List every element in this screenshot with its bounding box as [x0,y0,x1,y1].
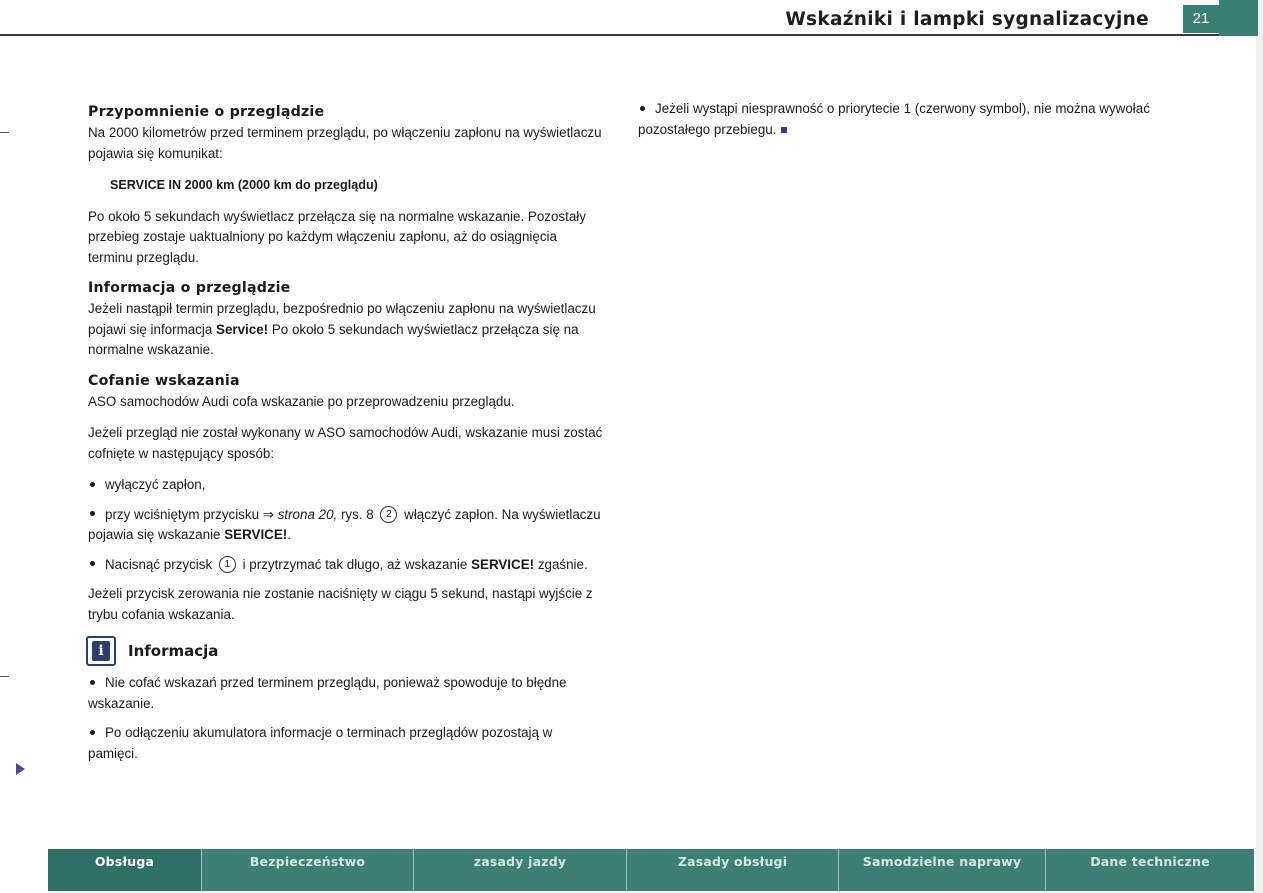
section-heading: Cofanie wskazania [88,372,240,389]
info-box-header [86,636,603,666]
paragraph: Po około 5 sekundach wyświetlacz przełącza się na normalne wskazanie. Pozostały przebieg zostaje uaktualniony po każdym włączeniu zapłonu, aż do osiągnięcia terminu przeglądu. [88,208,586,265]
end-of-section-icon [781,127,787,133]
paragraph: ASO samochodów Audi cofa wskazanie po przeprowadzeniu przeglądu. [88,393,515,409]
footer-tab-zasady-obslugi[interactable]: Zasady obsługi [627,849,839,891]
footer-nav [48,849,1254,891]
section-heading: Informacja o przeglądzie [88,280,291,296]
list-item: przy wciśniętym przycisku ⇒ strona 20, rys. 8 2 włączyć zapłon. Na wyświetlaczu pojawia się wskazanie SERVICE!. [88,506,601,542]
button-1-icon: 1 [219,556,236,573]
button-2-icon: 2 [380,506,397,523]
footer-tab-dane-techniczne[interactable]: Dane techniczne [1090,854,1210,869]
list-item: Jeżeli wystąpi niesprawność o priorytecie 1 (czerwony symbol), nie można wywołać pozostałego przebiegu. [638,101,1150,137]
bullet-icon [90,561,95,566]
service-message: SERVICE IN 2000 km (2000 km do przeglądu) [110,178,378,192]
list-item: wyłączyć zapłon, [88,475,603,496]
list-item: Po odłączeniu akumulatora informacje o terminach przeglądów pozostają w pamięci. [88,725,553,761]
section-heading: Przypomnienie o przeglądzie [88,104,325,120]
play-marker-icon [16,763,25,775]
list-item: Nacisnąć przycisk 1 i przytrzymać tak długo, aż wskazanie SERVICE! zgaśnie. [88,555,603,576]
footer-tab-zasady-jazdy[interactable]: zasady jazdy [414,849,627,891]
margin-mark [0,676,9,677]
footer-tab-bezpieczenstwo[interactable]: Bezpieczeństwo [202,849,414,891]
footer-tab-obsluga[interactable]: Obsługa [48,849,202,891]
bullet-icon [90,680,95,685]
info-box-title: Informacja [128,641,219,660]
paragraph: Jeżeli nastąpił termin przeglądu, bezpośrednio po włączeniu zapłonu na wyświetlaczu pojawi się informacja Service! Po około 5 sekundach wyświetlacz przełącza się na normalne wskazanie. [88,301,596,357]
bullet-icon [640,106,645,111]
footer-tab-samodzielne-naprawy[interactable]: Samodzielne naprawy [839,849,1046,891]
header-divider [0,34,1258,36]
margin-mark [0,132,9,133]
paragraph: Jeżeli przycisk zerowania nie zostanie naciśnięty w ciągu 5 sekund, nastąpi wyjście z trybu cofania wskazania. [88,586,593,622]
bullet-icon [90,730,95,735]
page-edge [1256,0,1263,893]
bullet-icon [90,511,95,516]
page-title: Wskaźniki i lampki sygnalizacyjne [785,9,1149,30]
page-number: 21 [1183,5,1219,33]
paragraph: Jeżeli przegląd nie został wykonany w ASO samochodów Audi, wskazanie musi zostać cofnięte w następujący sposób: [88,425,603,461]
info-icon: i [86,636,116,666]
right-column [638,99,1158,149]
list-item: Nie cofać wskazań przed terminem przeglądu, ponieważ spowoduje to błędne wskazanie. [88,675,567,711]
bullet-icon [90,482,95,487]
paragraph: Na 2000 kilometrów przed terminem przeglądu, po włączeniu zapłonu na wyświetlaczu pojawia się komunikat: [88,125,602,161]
left-column [88,103,603,773]
page-tab-marker [1219,0,1258,36]
